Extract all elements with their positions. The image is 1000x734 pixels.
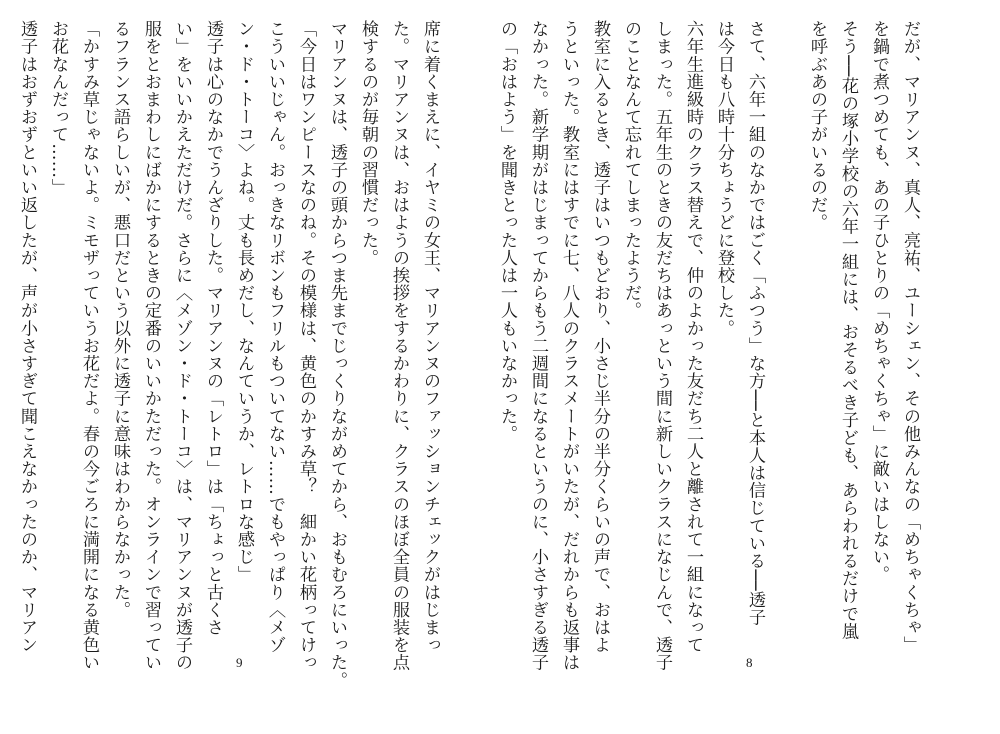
text-line: そう──花の塚小学校の六年一組には、おそるべき子ども、あらわれるだけで嵐: [838, 20, 858, 640]
text-line: お花なんだって……」: [48, 20, 68, 196]
text-line: の「おはよう」を聞きとった人は一人もいなかった。: [497, 20, 517, 443]
text-line: を鍋で煮つめても、あの子ひとりの「めちゃくちゃ」に敵いはしない。: [869, 20, 889, 584]
right-page-text: [491, 20, 925, 672]
text-line: ン・ド・トーコ〉よね。丈も長めだし、なんていうか、レトロな感じ」: [234, 20, 254, 584]
text-line: [770, 20, 801, 600]
text-line: 透子は心のなかでうんざりした。マリアンヌの「レトロ」は「ちょっと古くさ: [203, 20, 223, 636]
text-line: だが、マリアンヌ、真人、亮祐、ユーシェン、その他みんなの「めちゃくちゃ」: [900, 20, 920, 654]
page-number: 9: [236, 655, 243, 670]
text-line: 六年生進級時のクラス替えで、仲のよかった友だち二人と離されて一組になって: [683, 20, 703, 654]
text-line: を呼ぶあの子がいるのだ。: [807, 20, 827, 232]
right-page: [497, 0, 1000, 734]
text-line: マリアンヌは、透子の頭からつま先までじっくりながめてから、おもむろにいった。: [327, 20, 347, 689]
page-number: 8: [746, 655, 753, 670]
text-line: 検するのが毎朝の習慣だった。: [358, 20, 378, 267]
text-line: た。マリアンヌは、おはようの挨拶をするかわりに、クラスのほぼ全員の服装を点: [389, 20, 409, 672]
text-line: は今日も八時十分ちょうどに登校した。: [714, 20, 734, 337]
text-line: こういいじゃん。おっきなリボンもフリルもついてない……でもやっぱり〈メゾ: [265, 20, 285, 654]
text-line: しまった。五年生のときの友だちはあっという間に新しいクラスになじんで、透子: [652, 20, 672, 672]
text-line: なかった。新学期がはじまってからもう二週間になるというのに、小さすぎる透子: [528, 20, 548, 672]
text-line: 席に着くまえに、イヤミの女王、マリアンヌのファッションチェックがはじまっ: [420, 20, 440, 654]
text-line: 「かすみ草じゃないよ。ミモザっていうお花だよ。春の今ごろに満開になる黄色い: [79, 20, 99, 672]
left-page-text: [11, 20, 445, 689]
text-line: 「今日はワンピースなのね。その模様は、黄色のかすみ草？ 細かい花柄ってけっ: [296, 20, 316, 672]
text-line: い」をいいかえただけだ。さらに〈メゾン・ド・トーコ〉は、マリアンヌが透子の: [172, 20, 192, 672]
text-line: のことなんて忘れてしまったようだ。: [621, 20, 641, 320]
text-line: うといった。教室にはすでに七、八人のクラスメートがいたが、だれからも返事は: [559, 20, 579, 672]
text-line: 服をとおまわしにばかにするときの定番のいいかただった。オンラインで習ってい: [141, 20, 161, 672]
text-line: 透子はおずおずといい返したが、声が小さすぎて聞こえなかったのか、マリアン: [17, 20, 37, 654]
text-line: るフランス語らしいが、悪口だという以外に透子に意味はわからなかった。: [110, 20, 130, 619]
text-line: 教室に入るとき、透子はいつもどおり、小さじ半分の半分くらいの声で、おはよ: [590, 20, 610, 654]
text-line: さて、六年一組のなかではごく「ふつう」な方──と本人は信じている──透子: [745, 20, 765, 627]
